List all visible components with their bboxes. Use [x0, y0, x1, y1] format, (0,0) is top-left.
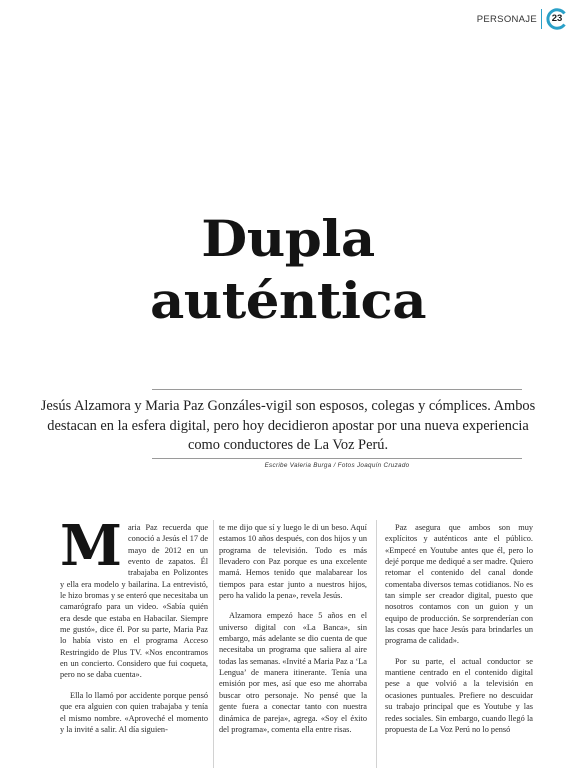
section-label: PERSONAJE: [476, 13, 537, 25]
page-header: [477, 6, 568, 32]
paragraph: [60, 513, 208, 681]
article-dek: Jesús Alzamora y Maria Paz Gonzáles-vigil son esposos, colegas y cómplices. Ambos destacan en la esfera digital, pero hoy decidieron apostar por una nueva experiencia como conductores de La Voz Perú.: [40, 398, 536, 453]
dek-bottom-rule: [152, 458, 522, 459]
title-line-1: Dupla: [201, 209, 375, 268]
page-number-badge: [546, 8, 568, 30]
column-divider: [213, 520, 214, 768]
text-column-1: [60, 513, 208, 744]
paragraph: Por su parte, el actual conductor se mantiene centrado en el contenido digital pese a que volvió a la televisión en ocasiones puntuales. Prefiere no descuidar su trabajo principal que es Youtube y las redes sociales. Sin embargo, cuando llegó la propuesta de La Voz Perú no lo pensó: [385, 656, 533, 734]
paragraph: Ella lo llamó por accidente porque pensó que era alguien con quien trabajaba y tenía el mismo nombre. «Aproveché el momento y la invité a salir. Al día siguien-: [60, 690, 208, 734]
drop-cap: M: [60, 513, 122, 579]
text-column-3: [385, 522, 533, 744]
article-credits: Escribe Valeria Burga / Fotos Joaquín Cruzado: [264, 462, 410, 469]
column-divider: [376, 520, 377, 768]
header-divider: [541, 9, 542, 29]
paragraph: te me dijo que sí y luego le di un beso. Aquí estamos 10 años después, con dos hijos y un programa de televisión. Todo es más llevadero con Paz porque es una excelente mamá. Hemos tenido que malabarear los tiempos para estar junto a nuestros hijos, pero ha valido la pena», revela Jesús.: [219, 523, 367, 601]
paragraph: Paz asegura que ambos son muy explícitos y auténticos ante el público. «Empecé en Youtube antes que él, pero lo dejé porque me dediqué a ser madre. Quiero retomar el contenido del canal donde comentaba diversos temas cotidianos. No es tan simple ser creador digital, puesto que nosotros contamos con un guion y un equipo de producción. Se sorprenderían con las cosas que hace Jesús para brindarles un programa de calidad».: [385, 523, 533, 646]
paragraph: Alzamora empezó hace 5 años en el universo digital con «La Banca», sin embargo, más adelante se dio cuenta de que necesitaba un programa que saliera al aire todas las semanas. «Invité a Maria Paz a ‘La Lengua’ de manera itinerante. Tenía una emisión por mes, así que eso me ahorraba buscar otro personaje. No pensé que la gente fuera a conectar tanto con nuestra dinámica de pareja», agrega. «Soy el éxito del programa», comenta ella entre risas.: [219, 611, 367, 734]
paragraph-text: aria Paz recuerda que conoció a Jesús el 17 de mayo de 2012 en un evento de zapatos. Él trabajaba en Polizontes y ella era modelo y bailarina. La entrevistó, le hizo bromas y se enteró que necesitaba un camarógrafo para un video. «Sabía quién era desde que estaba en Habacilar. Siempre me gustó», dice él. Por su parte, Maria Paz lo había visto en el programa Acceso Restringido de Plus TV. «Nos encontramos en un concierto. Considero que fui coqueta, pero no se daba cuenta».: [60, 523, 208, 680]
dek-top-rule: [152, 389, 522, 390]
title-line-2: auténtica: [149, 271, 427, 330]
article-title: [0, 208, 576, 332]
page-number: 23: [551, 13, 563, 24]
text-column-2: [219, 522, 367, 744]
